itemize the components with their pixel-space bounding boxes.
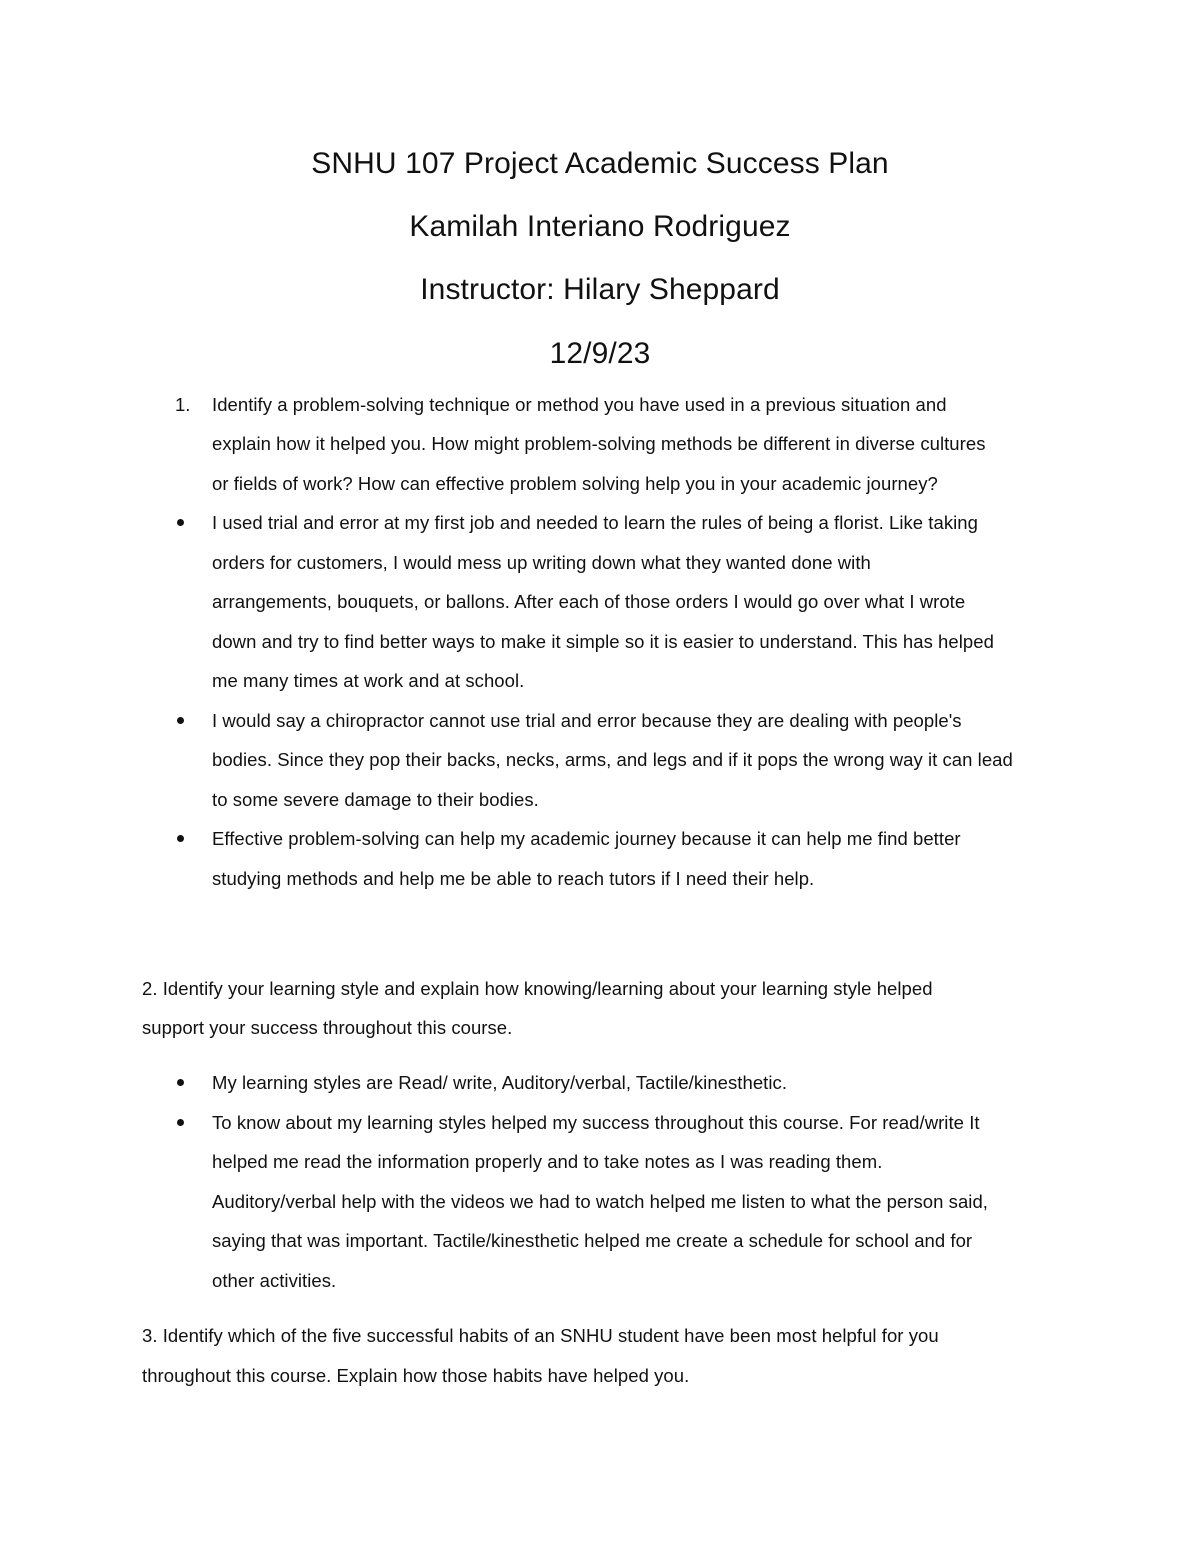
q1-line: Identify a problem-solving technique or method you have used in a previous situation and <box>212 394 947 415</box>
q1-line: or fields of work? How can effective problem solving help you in your academic journey? <box>212 473 938 494</box>
q2-line: 2. Identify your learning style and explain how knowing/learning about your learning style helped <box>142 978 933 999</box>
q2-bullet-2-line: To know about my learning styles helped my success throughout this course. For read/write It <box>212 1112 980 1133</box>
q2-bullet-2-line: saying that was important. Tactile/kinesthetic helped me create a schedule for school and for <box>212 1230 973 1251</box>
q1-bullet-1-line: me many times at work and at school. <box>212 670 525 691</box>
document-title: SNHU 107 Project Academic Success Plan <box>311 147 889 180</box>
q2-line: support your success throughout this course. <box>142 1017 513 1038</box>
q3-line: throughout this course. Explain how those habits have helped you. <box>142 1365 690 1386</box>
q2-bullet-2-line: helped me read the information properly and to take notes as I was reading them. <box>212 1151 883 1172</box>
bullet-icon <box>177 835 184 842</box>
q1-bullet-2-line: to some severe damage to their bodies. <box>212 789 539 810</box>
q1-number: 1. <box>175 394 191 415</box>
bullet-icon <box>177 1079 184 1086</box>
q2-bullet-2-line: Auditory/verbal help with the videos we had to watch helped me listen to what the person said, <box>212 1191 988 1212</box>
author-name: Kamilah Interiano Rodriguez <box>409 210 791 243</box>
q1-bullet-1-line: orders for customers, I would mess up writing down what they wanted done with <box>212 552 871 573</box>
q1-bullet-2-line: bodies. Since they pop their backs, necks, arms, and legs and if it pops the wrong way it can lead <box>212 749 1013 770</box>
bullet-icon <box>177 717 184 724</box>
document-date: 12/9/23 <box>549 337 651 370</box>
q2-bullet-2-line: other activities. <box>212 1270 337 1291</box>
q1-bullet-1-line: arrangements, bouquets, or ballons. After each of those orders I would go over what I wrote <box>212 591 966 612</box>
q3-line: 3. Identify which of the five successful habits of an SNHU student have been most helpful for you <box>142 1325 939 1346</box>
q1-bullet-1-line: down and try to find better ways to make it simple so it is easier to understand. This has helped <box>212 631 994 652</box>
instructor-name: Instructor: Hilary Sheppard <box>420 273 780 306</box>
q1-bullet-3-line: Effective problem-solving can help my academic journey because it can help me find better <box>212 828 961 849</box>
bullet-icon <box>177 519 184 526</box>
q1-bullet-1-line: I used trial and error at my first job and needed to learn the rules of being a florist. Like taking <box>212 512 978 533</box>
q2-bullet-1-line: My learning styles are Read/ write, Auditory/verbal, Tactile/kinesthetic. <box>212 1072 788 1093</box>
q1-bullet-2-line: I would say a chiropractor cannot use trial and error because they are dealing with people's <box>212 710 962 731</box>
bullet-icon <box>177 1119 184 1126</box>
q1-line: explain how it helped you. How might problem-solving methods be different in diverse cultures <box>212 433 986 454</box>
q1-bullet-3-line: studying methods and help me be able to reach tutors if I need their help. <box>212 868 815 889</box>
